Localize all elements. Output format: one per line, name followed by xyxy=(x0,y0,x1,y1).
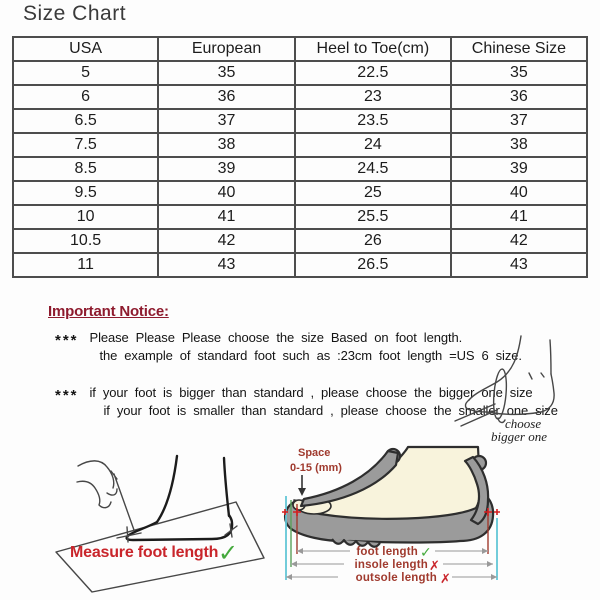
table-row xyxy=(13,109,587,133)
table-row xyxy=(13,157,587,181)
size-chart-table xyxy=(12,36,588,278)
page-title: Size Chart xyxy=(23,2,127,25)
table-cell: 40 xyxy=(158,181,295,205)
table-cell: 25.5 xyxy=(295,205,451,229)
notice-line: if your foot is bigger than standard , please choose the bigger one size xyxy=(89,385,533,400)
table-cell: 35 xyxy=(451,61,587,85)
ankle-caption-line2: bigger one xyxy=(491,429,547,444)
table-cell: 39 xyxy=(451,157,587,181)
ankle-toe-line xyxy=(465,400,487,412)
foot-outline xyxy=(127,515,232,540)
table-row xyxy=(13,229,587,253)
measuring-tape-end xyxy=(455,404,497,426)
notice-line: Please Please Please choose the size Based on foot length. xyxy=(89,330,463,345)
measure-foot-drawing xyxy=(40,438,288,598)
table-row xyxy=(13,205,587,229)
notice-line: the example of standard foot such as :23cm foot length =US 6 size. xyxy=(99,348,522,363)
table-row xyxy=(13,253,587,277)
check-icon: ✓ xyxy=(420,544,432,560)
table-cell: 38 xyxy=(451,133,587,157)
notice-line: if your foot is smaller than standard , please choose the smaller one size xyxy=(103,403,558,418)
ankle-back-line xyxy=(550,340,551,374)
table-cell: 23 xyxy=(295,85,451,109)
table-cell: 36 xyxy=(158,85,295,109)
shoe-cross-section-drawing xyxy=(280,440,600,600)
table-cell: 37 xyxy=(158,109,295,133)
table-cell: 25 xyxy=(295,181,451,205)
space-label-line1: Space xyxy=(298,447,331,459)
table-cell: 8.5 xyxy=(13,157,158,181)
table-cell: 43 xyxy=(451,253,587,277)
table-cell: 26.5 xyxy=(295,253,451,277)
x-icon: ✗ xyxy=(440,571,451,586)
heel-plus-marker-2 xyxy=(494,509,500,515)
table-row xyxy=(13,181,587,205)
table-cell: 41 xyxy=(158,205,295,229)
table-cell: 9.5 xyxy=(13,181,158,205)
table-cell: 6 xyxy=(13,85,158,109)
table-cell: 24.5 xyxy=(295,157,451,181)
foot-back-leg-line xyxy=(224,458,229,516)
ankle-caption-line1: choose xyxy=(505,416,542,431)
outsole-length-label: outsole length xyxy=(355,572,437,584)
table-cell: 11 xyxy=(13,253,158,277)
header-row xyxy=(13,37,587,61)
table-cell: 22.5 xyxy=(295,61,451,85)
bullet-asterisks: *** xyxy=(55,387,79,404)
column-header-chinese-size: Chinese Size xyxy=(451,37,587,61)
table-cell: 7.5 xyxy=(13,133,158,157)
table-cell: 42 xyxy=(451,229,587,253)
table-cell: 24 xyxy=(295,133,451,157)
table-cell: 10 xyxy=(13,205,158,229)
insole-length-label: insole length xyxy=(354,559,428,571)
size-table-body xyxy=(13,61,587,277)
column-header-usa: USA xyxy=(13,37,158,61)
table-cell: 10.5 xyxy=(13,229,158,253)
x-icon: ✗ xyxy=(429,558,440,573)
important-notice-heading: Important Notice: xyxy=(48,303,169,320)
foot-length-label: foot length xyxy=(356,546,418,558)
down-arrow-head xyxy=(298,488,306,496)
column-header-heel-to-toe: Heel to Toe(cm) xyxy=(295,37,451,61)
ankle-tick-marks xyxy=(529,373,544,379)
table-cell: 37 xyxy=(451,109,587,133)
table-cell: 41 xyxy=(451,205,587,229)
table-row xyxy=(13,61,587,85)
table-cell: 35 xyxy=(158,61,295,85)
measure-caption: Measure foot length xyxy=(70,544,219,561)
table-cell: 42 xyxy=(158,229,295,253)
ankle-measuring-drawing xyxy=(453,330,600,448)
hand-sketch xyxy=(77,461,117,508)
check-icon: ✓ xyxy=(218,540,239,567)
space-label-line2: 0-15 (mm) xyxy=(290,462,342,474)
notice-bullet-1 xyxy=(55,329,522,365)
bullet-asterisks: *** xyxy=(55,332,79,349)
column-header-european: European xyxy=(158,37,295,61)
table-header xyxy=(13,37,587,61)
ankle-heel-line xyxy=(541,374,554,412)
table-cell: 26 xyxy=(295,229,451,253)
foot-front-leg-line xyxy=(157,456,177,522)
table-row xyxy=(13,85,587,109)
table-row xyxy=(13,133,587,157)
table-cell: 23.5 xyxy=(295,109,451,133)
table-cell: 43 xyxy=(158,253,295,277)
table-cell: 39 xyxy=(158,157,295,181)
table-cell: 38 xyxy=(158,133,295,157)
pen xyxy=(111,471,134,530)
table-cell: 6.5 xyxy=(13,109,158,133)
table-cell: 36 xyxy=(451,85,587,109)
table-cell: 40 xyxy=(451,181,587,205)
table-cell: 5 xyxy=(13,61,158,85)
